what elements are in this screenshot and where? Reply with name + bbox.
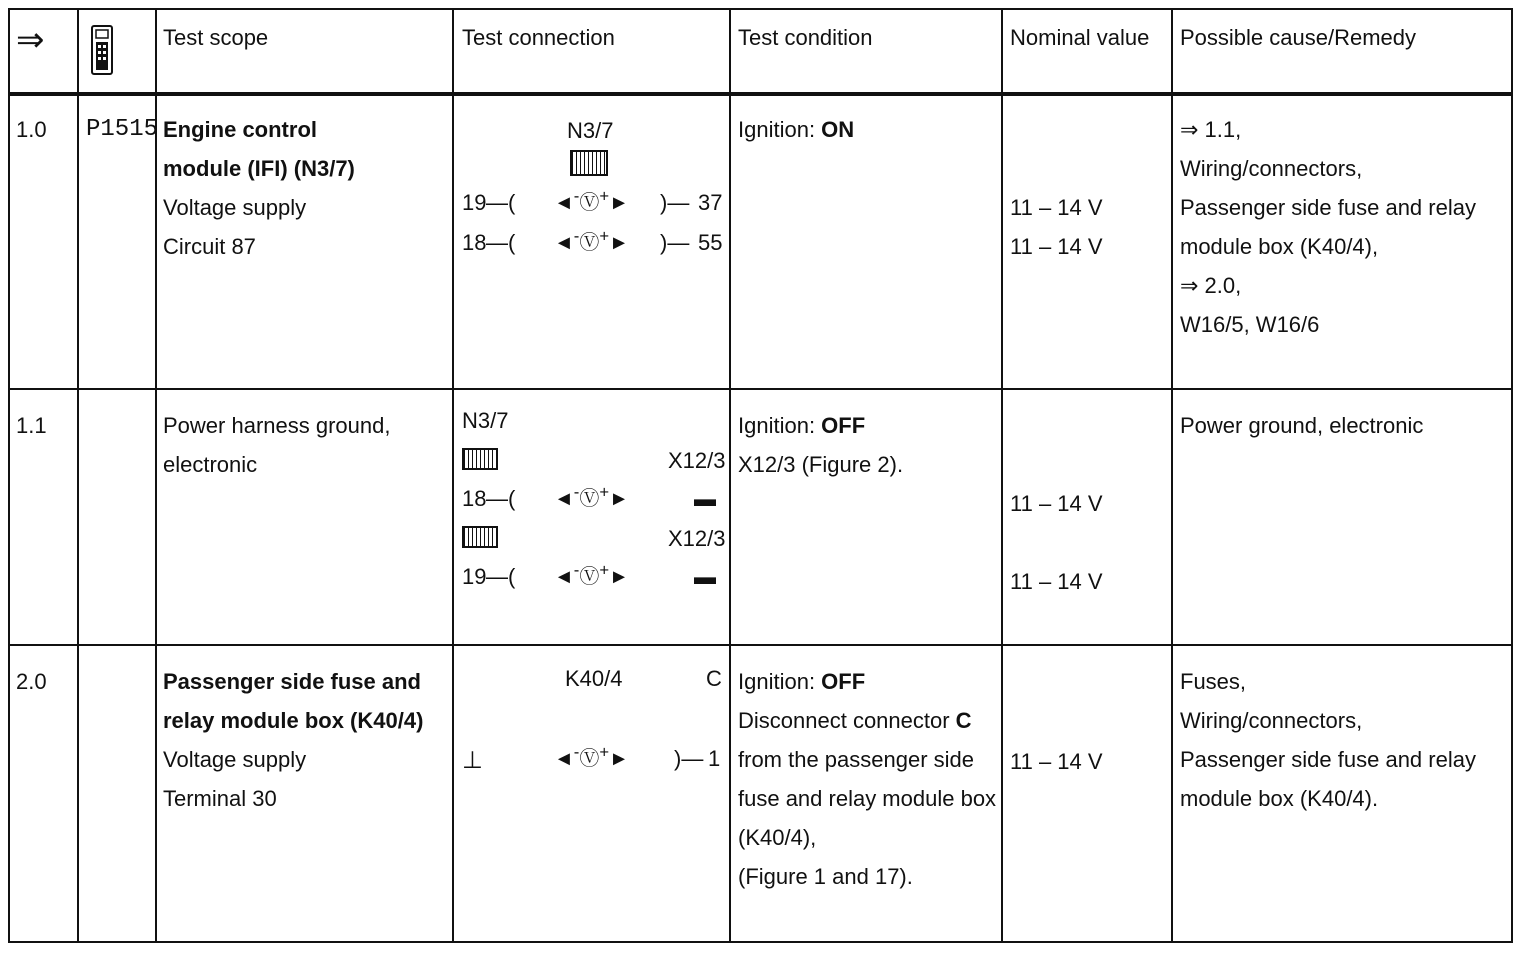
row-divider (10, 644, 1511, 646)
ground-point-label: X12/3 (668, 448, 726, 473)
pin-left: 18 (462, 486, 487, 511)
step-number: 2.0 (16, 669, 47, 694)
ground-point-label: X12/3 (668, 526, 726, 551)
ecu-icon (462, 448, 498, 470)
plug-icon: )— (674, 746, 704, 771)
test-condition: Ignition: OFF X12/3 (Figure 2). (738, 413, 904, 477)
nominal-value: 11 – 14 V (1010, 569, 1103, 594)
plug-icon: )— (660, 190, 690, 215)
step-number: 1.0 (16, 117, 47, 142)
socket-icon: —( (486, 564, 516, 589)
test-scope: Engine control module (IFI) (N3/7) Voltage supply Circuit 87 (163, 117, 355, 259)
test-scope: Power harness ground, electronic (163, 413, 391, 477)
col-divider (155, 10, 157, 941)
ground-icon: ⊥ (462, 747, 483, 774)
voltmeter-icon: ◄-Ⓥ+► (554, 226, 629, 254)
voltmeter-icon: ◄-Ⓥ+► (554, 186, 629, 214)
pin-right: 55 (698, 230, 723, 255)
socket-icon: —( (486, 190, 516, 215)
possible-cause: Power ground, electronic (1180, 413, 1424, 438)
module-label: K40/4 (565, 666, 623, 691)
arrow-icon: ⇒ (16, 21, 45, 59)
header-nominal-value: Nominal value (1010, 25, 1150, 50)
voltmeter-icon: ◄-Ⓥ+► (554, 742, 629, 770)
nominal-value: 11 – 14 V 11 – 14 V (1010, 195, 1103, 259)
test-condition: Ignition: ON (738, 117, 855, 142)
col-divider (1001, 10, 1003, 941)
voltmeter-icon: ◄-Ⓥ+► (554, 482, 629, 510)
possible-cause: Fuses, Wiring/connectors, Passenger side fuse and relay module box (K40/4). (1180, 669, 1476, 811)
test-scope: Passenger side fuse and relay module box (K40/4) Voltage supply Terminal 30 (163, 669, 424, 811)
row-divider (10, 92, 1511, 96)
fault-code: P1515 (86, 116, 159, 143)
socket-icon: —( (486, 230, 516, 255)
step-number: 1.1 (16, 413, 47, 438)
socket-icon: —( (486, 486, 516, 511)
pin-left: 19 (462, 190, 487, 215)
col-divider (77, 10, 79, 941)
header-test-condition: Test condition (738, 25, 873, 50)
nominal-value: 11 – 14 V (1010, 491, 1103, 516)
header-test-scope: Test scope (163, 25, 269, 50)
ground-bar-icon: ▬ (694, 486, 716, 511)
module-label: N3/7 (462, 408, 509, 433)
pin-right: 1 (708, 746, 721, 771)
voltmeter-icon: ◄-Ⓥ+► (554, 560, 629, 588)
pin-left: 19 (462, 564, 487, 589)
ecu-icon (570, 150, 608, 176)
tester-icon (90, 24, 114, 81)
possible-cause: ⇒ 1.1, Wiring/connectors, Passenger side fuse and relay module box (K40/4), ⇒ 2.0, W16/5, W16/6 (1180, 117, 1476, 337)
col-divider (1171, 10, 1173, 941)
header-test-connection: Test connection (462, 25, 615, 50)
pin-right: 37 (698, 190, 723, 215)
col-divider (452, 10, 454, 941)
plug-icon: )— (660, 230, 690, 255)
col-divider (729, 10, 731, 941)
module-label: N3/7 (567, 118, 614, 143)
connector-label: C (706, 666, 722, 691)
diagnostic-table (8, 8, 1513, 943)
pin-left: 18 (462, 230, 487, 255)
test-condition: Ignition: OFF Disconnect connector C from the passenger side fuse and relay module box (K40/4), (Figure 1 and 17). (738, 669, 997, 889)
nominal-value: 11 – 14 V (1010, 749, 1103, 774)
row-divider (10, 388, 1511, 390)
ground-bar-icon: ▬ (694, 564, 716, 589)
ecu-icon (462, 526, 498, 548)
header-possible-cause: Possible cause/Remedy (1180, 25, 1417, 50)
